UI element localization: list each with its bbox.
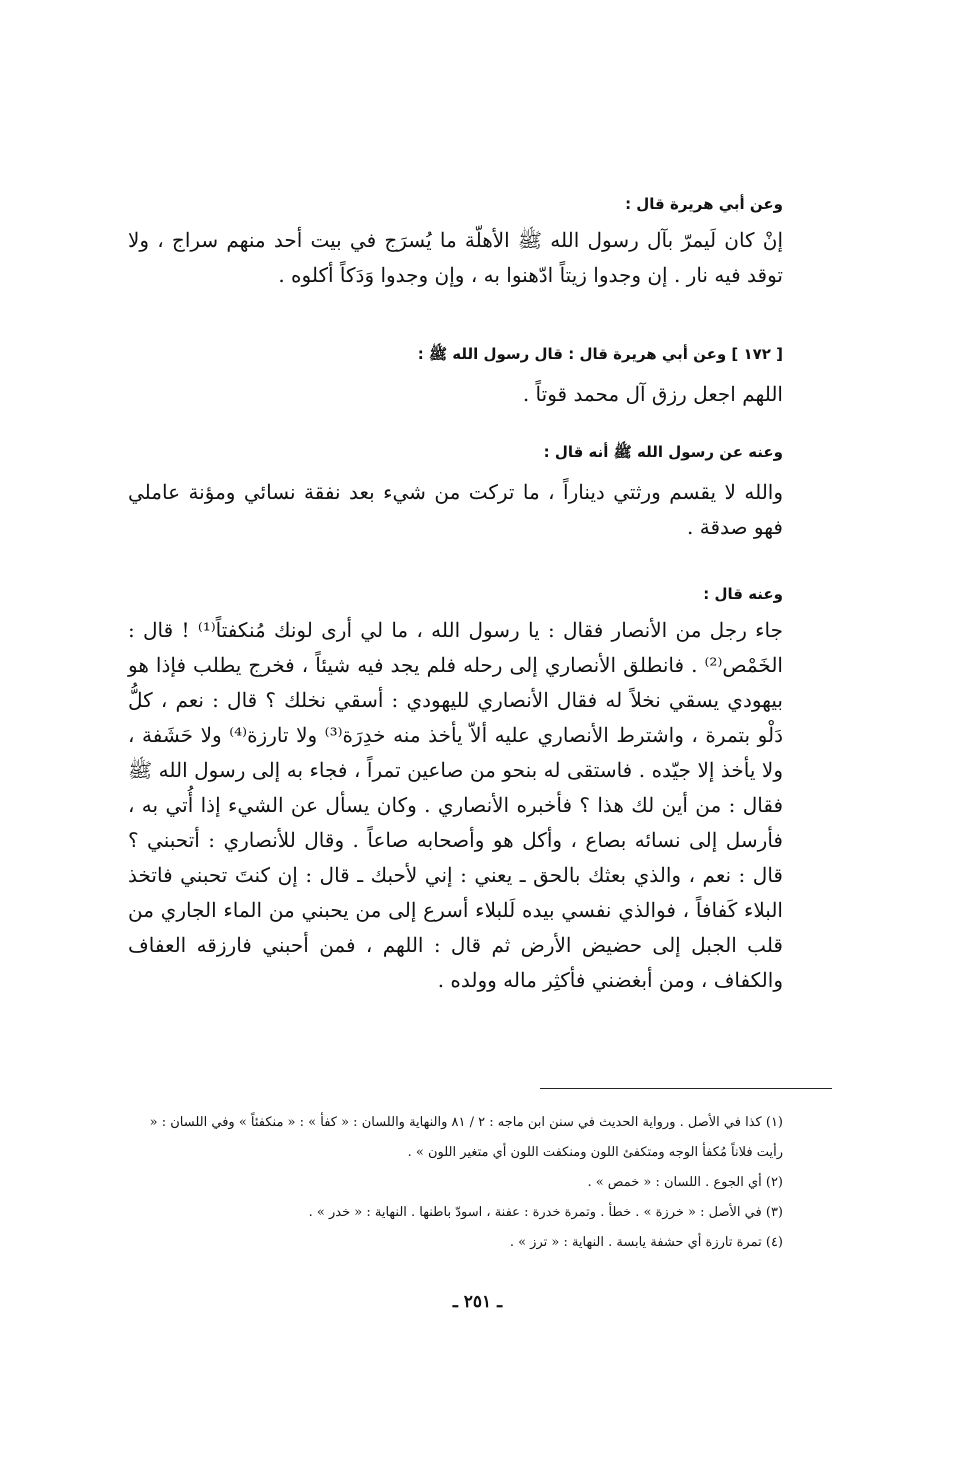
section-2 <box>128 345 783 412</box>
section-heading: وعن أبي هريرة قال : <box>625 195 783 213</box>
section-body: والله لا يقسم ورثتي ديناراً ، ما تركت من شيء بعد نفقة نسائي ومؤنة عاملي فهو صدقة . <box>128 480 783 539</box>
section-4 <box>128 585 783 998</box>
page-number: ـ ٢٥١ ـ <box>452 1292 503 1312</box>
footnote: (٢) أي الجوع . اللسان : « خمص » . <box>587 1175 783 1190</box>
footnote-divider <box>540 1088 832 1089</box>
section-body: اللهم اجعل رزق آل محمد قوتاً . <box>522 382 783 406</box>
section-3 <box>128 443 783 545</box>
footnote: (٤) تمرة تارزة أي حشفة يابسة . النهاية : « ترز » . <box>509 1235 783 1250</box>
footnote: (١) كذا في الأصل . ورواية الحديث في سنن ابن ماجه : ٢ / ٨١ والنهاية واللسان : « كفأ » : « منكفئاً » وفي اللسان : « رأيت فلاناً مُكفأ الوجه ومتكفئ اللون ومنكفت اللون أي متغير اللون » . <box>149 1115 783 1160</box>
section-heading: وعنه عن رسول الله ﷺ أنه قال : <box>543 443 783 461</box>
section-heading: [ ١٧٢ ] وعن أبي هريرة قال : قال رسول الله ﷺ : <box>417 345 783 363</box>
footnotes <box>128 1108 783 1258</box>
section-1 <box>128 195 783 293</box>
section-heading: وعنه قال : <box>703 585 783 603</box>
section-body: إنْ كان لَيمرّ بآل رسول الله ﷺ الأهلّة ما يُسرَج في بيت أحد منهم سراج ، ولا توقد فيه نار . إن وجدوا زيتاً ادّهنوا به ، وإن وجدوا وَدَكاً أكلوه . <box>128 228 783 287</box>
section-body: جاء رجل من الأنصار فقال : يا رسول الله ، ما لي أرى لونك مُنكفتاً⁽¹⁾ ! قال : الخَمْص⁽²⁾ . فانطلق الأنصاري إلى رحله فلم يجد فيه شيئاً ، فخرج يطلب فإذا هو بيهودي يسقي نخلاً له فقال الأنصاري لليهودي : أسقي نخلك ؟ قال : نعم ، كلُّ دَلْو بتمرة ، واشترط الأنصاري عليه ألاّ يأخذ منه خدِرَة⁽³⁾ ولا تارزة⁽⁴⁾ ولا حَشَفة ، ولا يأخذ إلا جيّده . فاستقى له بنحو من صاعين تمراً ، فجاء به إلى رسول الله ﷺ فقال : من أين لك هذا ؟ فأخبره الأنصاري . وكان يسأل عن الشيء إذا أُتي به ، فأرسل إلى نسائه بصاع ، وأكل هو وأصحابه صاعاً . وقال للأنصاري : أتحبني ؟ قال : نعم ، والذي بعثك بالحق ـ يعني : إني لأحبك ـ قال : إن كنتَ تحبني فاتخذ البلاء كَفافاً ، فوالذي نفسي بيده لَلبلاء أسرع إلى من يحبني من الماء الجاري من قلب الجبل إلى حضيض الأرض ثم قال : اللهم ، فمن أحبني فارزقه العفاف والكفاف ، ومن أبغضني فأكثِر ماله وولده . <box>128 618 784 992</box>
footnote: (٣) في الأصل : « خرزة » . خطأ . وتمرة خدرة : عفنة ، اسودّ باطنها . النهاية : « خدر » . <box>308 1205 783 1220</box>
